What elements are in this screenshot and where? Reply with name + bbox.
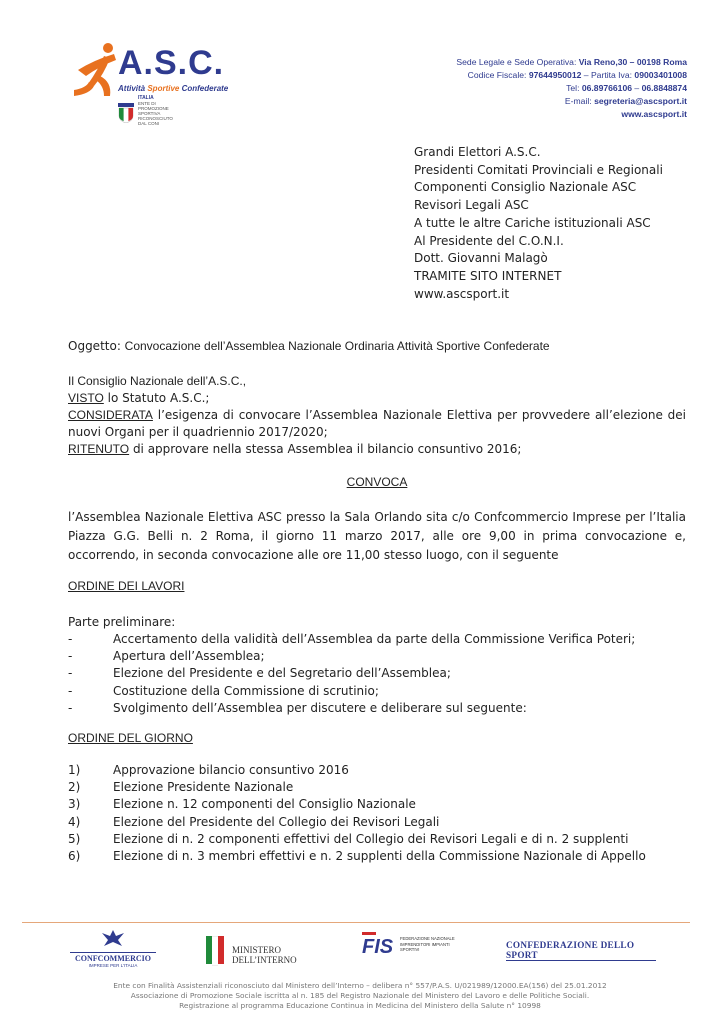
recipient-line: Revisori Legali ASC: [414, 198, 529, 213]
oggetto: Oggetto: Convocazione dell’Assemblea Nazionale Ordinaria Attività Sportive Confederate: [68, 339, 550, 353]
consiglio-title: Il Consiglio Nazionale dell’A.S.C.,: [68, 374, 247, 388]
sede-info: Sede Legale e Sede Operativa: Via Reno,30 – 00198 Roma Codice Fiscale: 97644950012 – Partita Iva: 09003401008 Tel: 06.89766106 – 06.8848874 E-mail: segreteria@ascsport.it www.ascsport.it: [456, 57, 687, 119]
list-item: - Accertamento della validità dell’Assemblea da parte della Commissione Verifica Poteri;: [68, 632, 636, 646]
italy-flag-icon: [118, 103, 134, 123]
list-item: 5) Elezione di n. 2 componenti effettivi del Collegio dei Revisori Legali e di n. 2 supplenti: [68, 831, 629, 846]
list-item: 2) Elezione Presidente Nazionale: [68, 780, 294, 795]
ritenuto-line: RITENUTO di approvare nella stessa Assemblea il bilancio consuntivo 2016;: [68, 442, 522, 456]
convoca-paragraph: l’Assemblea Nazionale Elettiva ASC presso la Sala Orlando sita c/o Confcommercio Imprese per l’Italia Piazza G.G. Belli n. 2 Roma, il giorno 11 marzo 2017, alle ore 9,00 in prima convocazione e, occorrendo, in seconda convocazione alle ore 11,00 stesso luogo, con il seguente: [68, 510, 686, 562]
recipient-line: Grandi Elettori A.S.C.: [414, 145, 541, 159]
convoca-heading: CONVOCA: [346, 475, 408, 489]
recipient-line: A tutte le altre Cariche istituzionali ASC: [414, 215, 651, 230]
recipient-line: Componenti Consiglio Nazionale ASC: [414, 180, 637, 195]
confcommercio-logo: CONFCOMMERCIO IMPRESE PER L’ITALIA: [70, 928, 156, 974]
recipient-line: Presidenti Comitati Provinciali e Regionali: [414, 162, 663, 177]
recipient-line: Dott. Giovanni Malagò: [414, 251, 548, 266]
footer-partner-logos: [22, 928, 690, 976]
parte-preliminare: Parte preliminare:: [68, 615, 176, 629]
legal-notes: Ente con Finalità Assistenziali riconosciuto dal Ministero dell’Interno – delibera n° 557/P.A.S. U/021989/12000.EA(156) del 25.01.2012 Associazione di Promozione Sociale iscritta al n. 185 del Registro Nazionale del Ministero del Lavoro e delle Politiche Sociali. Registrazione al programma Educazione Continua in Medicina del Ministero della Salute n° 10998: [113, 981, 607, 1010]
visto-line: VISTO lo Statuto A.S.C.;: [68, 391, 210, 405]
coni-badge: ITALIA ENTE DI PROMOZIONE SPORTIVA RICONOSCIUTO DAL CONI: [138, 95, 173, 126]
list-item: 4) Elezione del Presidente del Collegio dei Revisori Legali: [68, 814, 440, 829]
eagle-icon: [100, 928, 126, 948]
considerata-line: CONSIDERATA l’esigenza di convocare l’Assemblea Nazionale Elettiva per provvedere all’elezione dei nuovi Organi per il quadriennio 2017/2020;: [68, 408, 686, 439]
list-item: - Costituzione della Commissione di scrutinio;: [68, 683, 379, 698]
list-item: 3) Elezione n. 12 componenti del Consiglio Nazionale: [68, 797, 416, 812]
fis-logo: FIS FEDERAZIONE NAZIONALE IMPRENDITORI IMPIANTI SPORTIVI: [362, 932, 472, 968]
lavori-list: [68, 631, 686, 717]
list-item: - Apertura dell’Assemblea;: [68, 649, 265, 664]
ordine-lavori-title: ORDINE DEI LAVORI: [68, 579, 185, 593]
email-link[interactable]: segreteria@ascsport.it: [594, 96, 687, 106]
list-item: - Elezione del Presidente e del Segretario dell’Assemblea;: [68, 666, 451, 681]
list-item: 6) Elezione di n. 3 membri effettivi e n. 2 supplenti della Commissione Nazionale di Appello: [68, 848, 646, 863]
footer-divider: [22, 922, 690, 923]
list-item: - Svolgimento dell’Assemblea per discutere e deliberare sul seguente:: [68, 700, 527, 715]
giorno-list: [68, 762, 686, 865]
recipients-block: [414, 144, 714, 303]
ministero-logo: MINISTERO DELL’INTERNO: [206, 936, 316, 970]
consiglio-block: [68, 373, 686, 458]
recipient-line: Al Presidente del C.O.N.I.: [414, 233, 564, 248]
recipient-line: TRAMITE SITO INTERNET: [414, 268, 562, 283]
confederazione-logo: CONFEDERAZIONE DELLO SPORT: [506, 940, 656, 961]
list-item: 1) Approvazione bilancio consuntivo 2016: [68, 763, 349, 777]
logo-wordmark: A.S.C.: [118, 44, 225, 82]
recipient-line: www.ascsport.it: [414, 286, 510, 301]
logo-tagline: Attività Sportive Confederate: [118, 84, 229, 93]
ordine-giorno-title: ORDINE DEL GIORNO: [68, 731, 193, 745]
website-link[interactable]: www.ascsport.it: [621, 109, 687, 119]
